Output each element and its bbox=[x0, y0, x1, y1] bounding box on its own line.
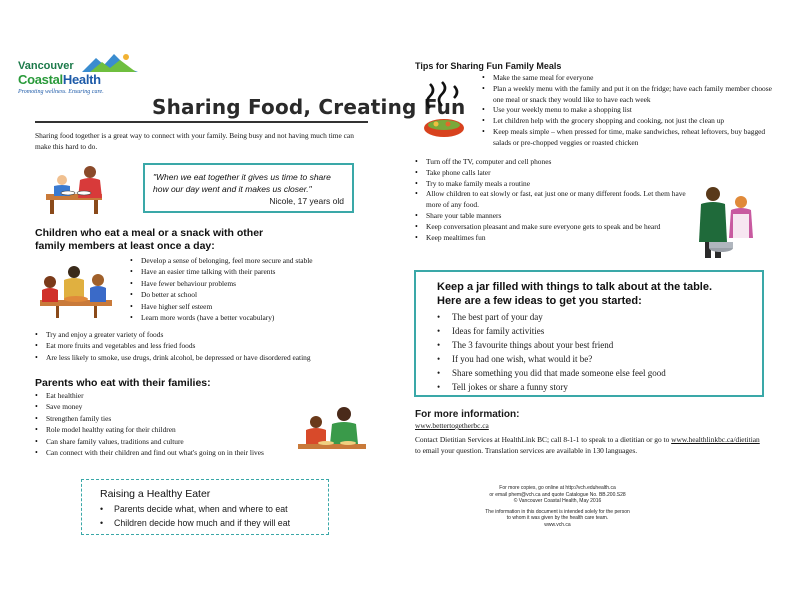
conversation-jar-box bbox=[414, 270, 764, 397]
children-benefits-list bbox=[130, 255, 370, 323]
list-item: • Eat more fruits and vegetables and less fried foods bbox=[35, 340, 380, 351]
list-item: • Role model healthy eating for their children bbox=[35, 424, 290, 435]
list-item: • Ideas for family activities bbox=[437, 324, 754, 338]
list-item: • Keep conversation pleasant and make sure everyone gets to speak and be heard bbox=[415, 222, 690, 233]
list-item: • Take phone calls later bbox=[415, 168, 690, 179]
list-item: • Have higher self esteem bbox=[130, 301, 370, 312]
more-info-heading: For more information: bbox=[415, 409, 520, 420]
footer-line: © Vancouver Coastal Health, May 2016 bbox=[513, 498, 602, 505]
father-child-meal-illustration bbox=[296, 404, 368, 456]
list-item: • Save money bbox=[35, 401, 290, 412]
quote-text: "When we eat together it gives us time to share how our day went and it makes us closer." bbox=[153, 172, 331, 194]
tips-list-1 bbox=[482, 73, 772, 149]
hot-food-bowl-icon bbox=[418, 80, 468, 144]
list-item: • Share something you did that made someone else feel good bbox=[437, 366, 754, 380]
list-item: • Develop a sense of belonging, feel more secure and stable bbox=[130, 255, 370, 266]
list-item: • Learn more words (have a better vocabulary) bbox=[130, 312, 370, 323]
list-item: • Children decide how much and if they will eat bbox=[100, 516, 318, 530]
vch-logo bbox=[18, 52, 138, 104]
family-dinner-illustration bbox=[36, 262, 116, 320]
list-item: • Try to make family meals a routine bbox=[415, 179, 690, 190]
list-item: • Parents decide what, when and where to eat bbox=[100, 502, 318, 516]
logo-line1: Vancouver bbox=[18, 60, 74, 72]
list-item: • Do better at school bbox=[130, 289, 370, 300]
list-item: • Have an easier time talking with their parents bbox=[130, 266, 370, 277]
jar-heading-line2: Here are a few ideas to get you started: bbox=[437, 295, 642, 307]
quote-box bbox=[143, 163, 354, 213]
raising-list bbox=[100, 502, 318, 530]
footer-line: The information in this document is intended solely for the person bbox=[485, 508, 630, 515]
list-item: • Are less likely to smoke, use drugs, drink alcohol, be depressed or have disordered eating bbox=[35, 352, 380, 363]
jar-heading-line1: Keep a jar filled with things to talk about at the table. bbox=[437, 281, 713, 293]
quote-author: Nicole, 17 years old bbox=[269, 196, 344, 206]
jar-heading bbox=[437, 280, 754, 308]
more-info-text-a: Contact Dietitian Services at HealthLink BC; call 8-1-1 to speak to a dietitian or go to bbox=[415, 435, 672, 444]
more-info-text bbox=[415, 434, 765, 456]
list-item: • Allow children to eat slowly or fast, eat just one or many different foods. Let them have more of any food. bbox=[415, 189, 690, 211]
parents-benefits-list bbox=[35, 390, 290, 458]
logo-line2: CoastalHealth bbox=[18, 72, 101, 87]
logo-tagline: Promoting wellness. Ensuring care. bbox=[18, 89, 104, 95]
mother-child-meal-illustration bbox=[44, 164, 110, 214]
list-item: • Eat healthier bbox=[35, 390, 290, 401]
bettertogether-link[interactable]: www.bettertogetherbc.ca bbox=[415, 421, 489, 430]
list-item: • Let children help with the grocery shopping and cooking, not just the clean up bbox=[482, 116, 772, 127]
intro-paragraph: Sharing food together is a great way to connect with your family. Being busy and not having much time can make this hard to do. bbox=[35, 131, 354, 151]
list-item: • If you had one wish, what would it be? bbox=[437, 352, 754, 366]
footer-line: to whom it was given by the health care team. bbox=[506, 515, 609, 522]
children-heading: Children who eat a meal or a snack with other family members at least once a day: bbox=[35, 227, 264, 252]
tips-heading: Tips for Sharing Fun Family Meals bbox=[415, 61, 562, 71]
list-item: • Keep meals simple – when pressed for time, make sandwiches, reheat leftovers, buy bagged salads or pre-chopped veggies or roasted chicken bbox=[482, 127, 772, 149]
list-item: • Try and enjoy a greater variety of foods bbox=[35, 329, 380, 340]
page-title: Sharing Food, Creating Fun bbox=[152, 95, 466, 119]
list-item: • The best part of your day bbox=[437, 310, 754, 324]
jar-ideas-list bbox=[437, 310, 754, 394]
mountain-logo-icon bbox=[80, 52, 140, 74]
footer bbox=[470, 485, 645, 529]
list-item: • Can connect with their children and find out what's going on in their lives bbox=[35, 447, 290, 458]
list-item: • Plan a weekly menu with the family and put it on the fridge; have each family member choose one meal or snack they would like to have each week bbox=[482, 84, 772, 106]
list-item: • Have fewer behaviour problems bbox=[130, 278, 370, 289]
list-item: • Can share family values, traditions and culture bbox=[35, 436, 290, 447]
tips-list-2 bbox=[415, 157, 690, 243]
footer-line: For more copies, go online at http://vch.eduhealth.ca bbox=[499, 485, 616, 491]
children-benefits-list-2 bbox=[35, 329, 380, 363]
list-item: • Make the same meal for everyone bbox=[482, 73, 772, 84]
raising-healthy-eater-box bbox=[81, 479, 329, 535]
dietitian-link[interactable]: www.healthlinkbc.ca/dietitian bbox=[671, 435, 760, 444]
list-item: • Turn off the TV, computer and cell phones bbox=[415, 157, 690, 168]
list-item: • Tell jokes or share a funny story bbox=[437, 380, 754, 394]
more-info-text-b: to email your question. Translation services are available in 130 languages. bbox=[415, 446, 638, 455]
list-item: • Use your weekly menu to make a shopping list bbox=[482, 105, 772, 116]
list-item: • Keep mealtimes fun bbox=[415, 233, 690, 244]
parents-heading: Parents who eat with their families: bbox=[35, 377, 211, 389]
list-item: • Strengthen family ties bbox=[35, 413, 290, 424]
footer-line[interactable]: www.vch.ca bbox=[544, 521, 571, 528]
raising-title: Raising a Healthy Eater bbox=[100, 488, 211, 500]
footer-line: or email phem@vch.ca and quote Catalogue No. BB.200.S28 bbox=[489, 491, 626, 498]
list-item: • The 3 favourite things about your best friend bbox=[437, 338, 754, 352]
title-divider bbox=[35, 121, 368, 123]
cooking-together-illustration bbox=[693, 182, 761, 260]
list-item: • Share your table manners bbox=[415, 211, 690, 222]
